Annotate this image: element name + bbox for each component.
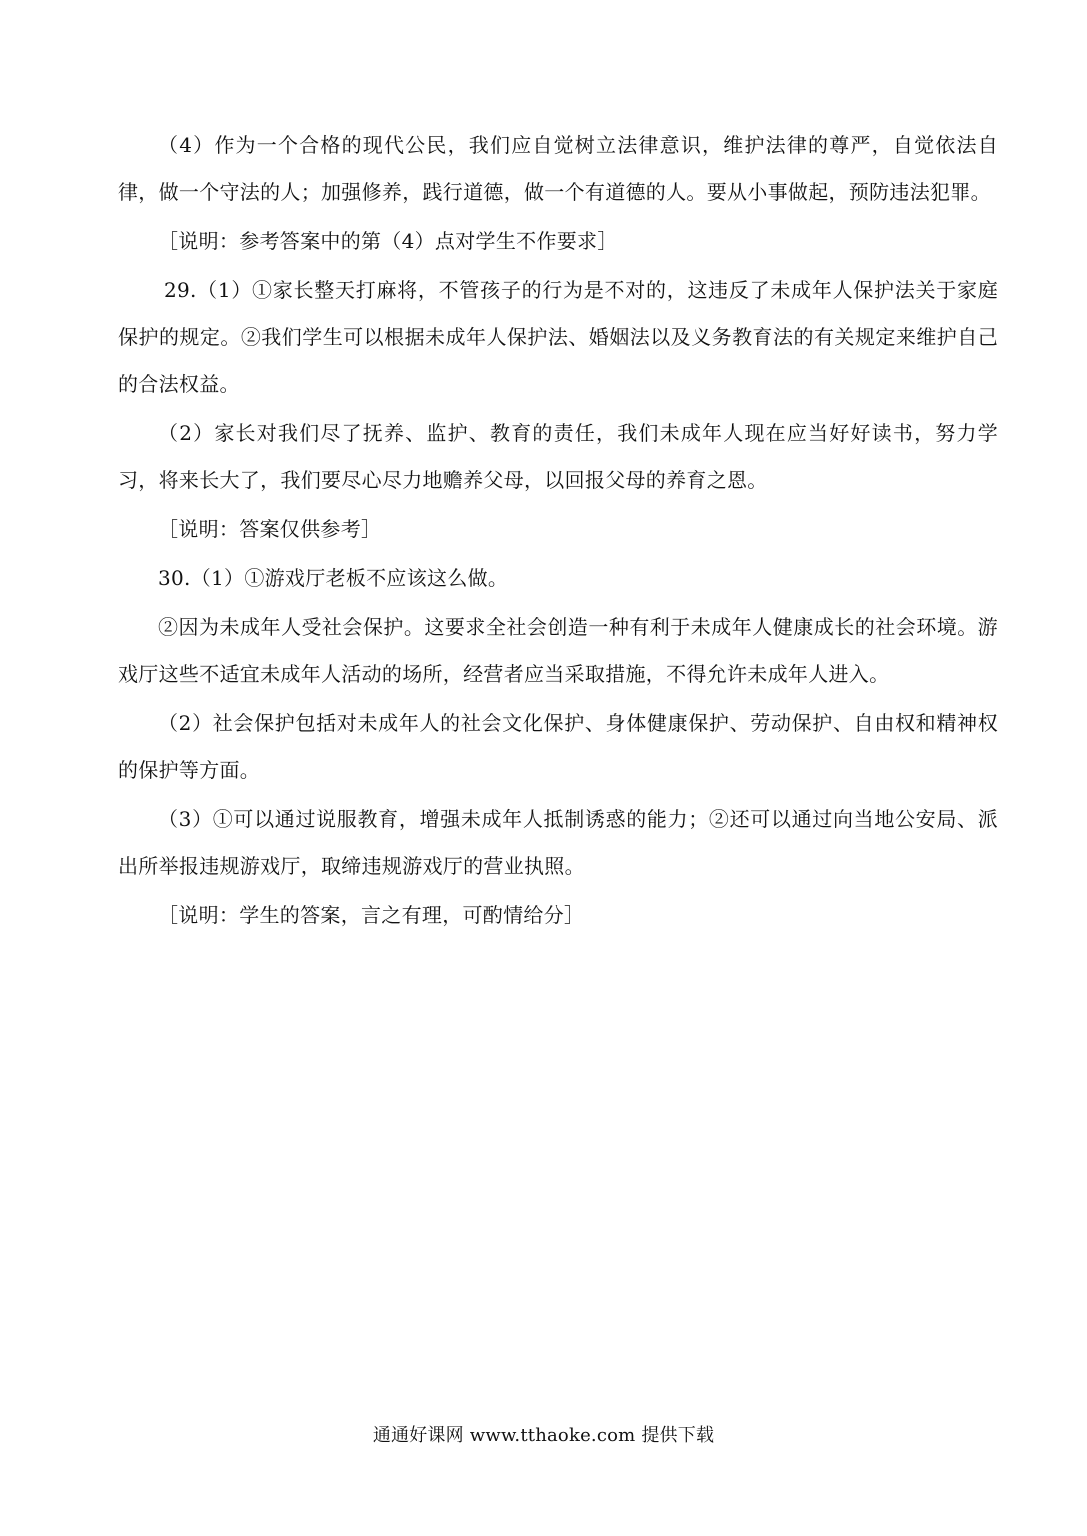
page-footer: 通通好课网 www.tthaoke.com 提供下载: [372, 1425, 715, 1446]
note-29: ［说明：答案仅供参考］: [158, 517, 382, 541]
answer-29-part-1: 29.（1）①家长整天打麻将，不管孩子的行为是不对的，这违反了未成年人保护法关于家庭保护的规定。②我们学生可以根据未成年人保护法、婚姻法以及义务教育法的有关规定来维护自己的合法权益。: [118, 278, 998, 396]
answer-30-part-2: （2）社会保护包括对未成年人的社会文化保护、身体健康保护、劳动保护、自由权和精神权的保护等方面。: [118, 711, 998, 782]
answer-30-part-1-reason: ②因为未成年人受社会保护。这要求全社会创造一种有利于未成年人健康成长的社会环境。游戏厅这些不适宜未成年人活动的场所，经营者应当采取措施，不得允许未成年人进入。: [118, 615, 998, 686]
note-30: ［说明：学生的答案，言之有理，可酌情给分］: [158, 903, 585, 927]
answer-30-part-3: （3）①可以通过说服教育，增强未成年人抵制诱惑的能力；②还可以通过向当地公安局、派出所举报违规游戏厅，取缔违规游戏厅的营业执照。: [118, 807, 998, 878]
answer-28-part-4: （4）作为一个合格的现代公民，我们应自觉树立法律意识，维护法律的尊严，自觉依法自律，做一个守法的人；加强修养，践行道德，做一个有道德的人。要从小事做起，预防违法犯罪。: [118, 133, 998, 204]
answer-content: [118, 122, 998, 941]
note-28: ［说明：参考答案中的第（4）点对学生不作要求］: [158, 229, 618, 253]
answer-30-part-1: 30.（1）①游戏厅老板不应该这么做。: [158, 566, 509, 590]
answer-29-part-2: （2）家长对我们尽了抚养、监护、教育的责任，我们未成年人现在应当好好读书，努力学习，将来长大了，我们要尽心尽力地赡养父母，以回报父母的养育之恩。: [118, 421, 998, 492]
